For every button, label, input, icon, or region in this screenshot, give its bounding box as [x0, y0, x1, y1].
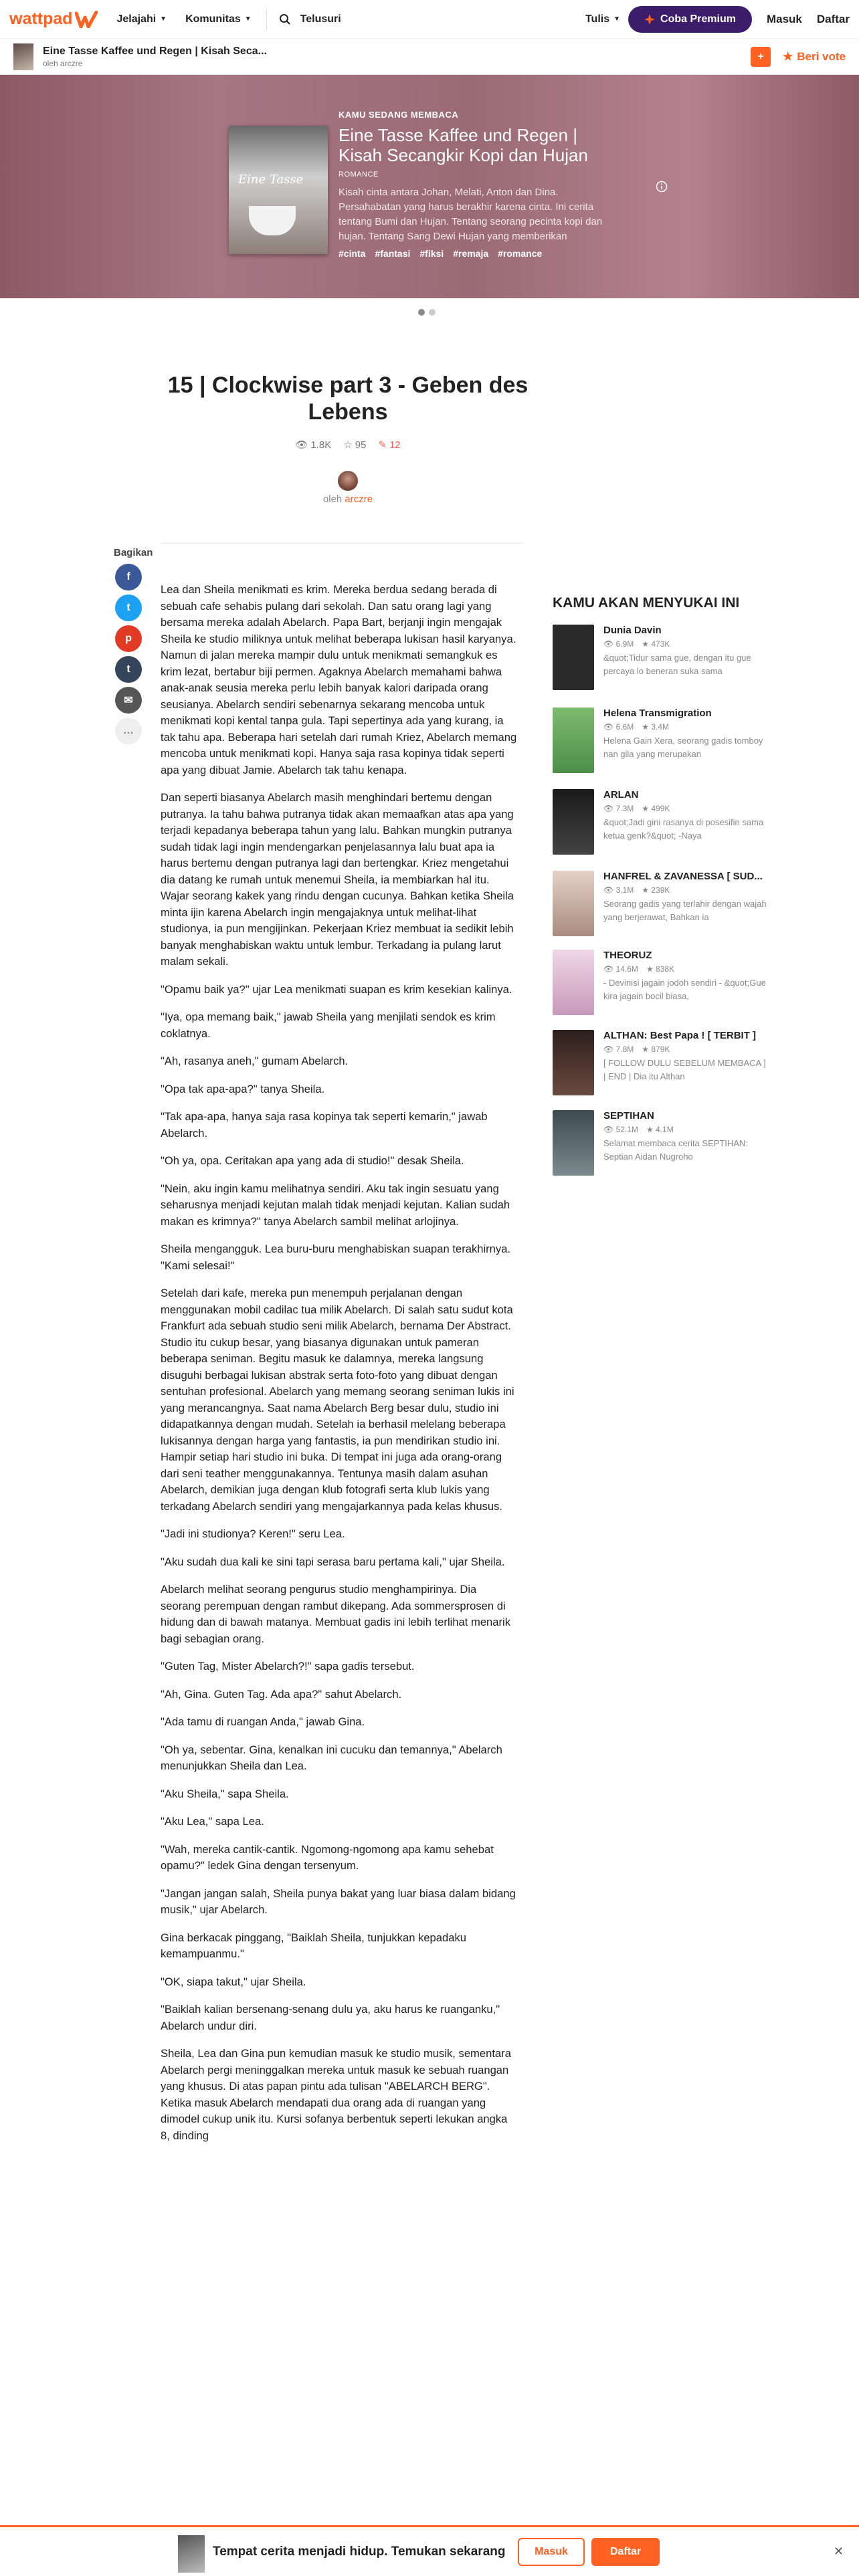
paragraph: Lea dan Sheila menikmati es krim. Mereka berdua sedang berada di sebuah cafe sehabis pulang dari sekolah. Dan satu orang lagi yang bersama mereka adalah Abelarch. Papa Bart, berjanji ingin mengajak Sheila ke studio miliknya untuk melihat beberapa lukisan hasil karyanya. Namun di jalan mereka mampir dulu untuk menikmati semangkuk es krim lezat, bertabur biji permen. Agaknya Abelarch memahami bahwa anak-anak seusia mereka perlu lebih banyak kalori daripada orang seusianya. Abelarch sendiri sebenarnya sekarang mencoba untuk menikmati kopi kental tanpa gula. Tapi sepertinya ada yang kurang, ia tak tahu apa. Beberapa hari setelah dari rumah Kriez, Abelarch memang mencoba untuk menikmati kopi. Hanya saja rasa kopinya tidak seperti apa yang dibuat Jamie. Abelarch tak tahu kenapa.	[161, 583, 517, 776]
votes-stat: ★ 473K	[642, 639, 670, 649]
recommended-title[interactable]: THEORUZ	[603, 950, 652, 961]
recommended-stats	[603, 1125, 674, 1134]
chapter-stats	[295, 439, 401, 451]
signup-bottom-bar	[0, 2525, 859, 2576]
logo-text: wattpad	[9, 9, 73, 28]
story-genre: ROMANCE	[339, 171, 379, 179]
coffee-cup-illustration	[249, 206, 296, 235]
eye-icon: 👁	[295, 439, 308, 451]
star-icon: ☆	[343, 439, 353, 451]
recommended-cover[interactable]	[553, 708, 594, 773]
header-divider	[161, 543, 522, 544]
votes-count: 4.1M	[656, 1125, 674, 1134]
chapter-title: 15 | Clockwise part 3 - Geben des Lebens	[167, 372, 529, 425]
chevron-down-icon: ▼	[160, 15, 167, 23]
paragraph: "Guten Tag, Mister Abelarch?!" sapa gadis tersebut.	[161, 1660, 415, 1673]
votes-stat: ★ 4.1M	[646, 1125, 674, 1134]
bottom-login-button[interactable]: Masuk	[518, 2538, 585, 2566]
carousel-dots	[418, 309, 436, 316]
recommended-title[interactable]: ARLAN	[603, 789, 639, 800]
paragraph: "Oh ya, opa. Ceritakan apa yang ada di studio!" desak Sheila.	[161, 1154, 464, 1167]
votes-stat: ★ 3.4M	[642, 722, 670, 732]
reads-stat: 👁 3.1M	[603, 885, 634, 895]
paragraph: "Aku sudah dua kali ke sini tapi serasa baru pertama kali," ujar Sheila.	[161, 1555, 505, 1568]
paragraph: "Iya, opa memang baik," jawab Sheila yang menjilati sendok es krim coklatnya.	[161, 1010, 496, 1040]
reads-count: 1.8K	[310, 439, 332, 451]
paragraph: Dan seperti biasanya Abelarch masih menghindari bertemu dengan putranya. Ia tahu bahwa putranya tidak akan memaafkan atas apa yang terjadi kepadanya beberapa tahun yang lalu. Bahkan mungkin putranya sudah tidak lagi ingin mendengarkan penjelasannya lalu buat apa ia harus bertemu dengan putranya lagi dan bertengkar. Kriez mengetahui dia datang ke rumah untuk menemui Sheila, ia membiarkan hal itu. Wajar seorang kakek yang rindu dengan cucunya. Bahkan ketika Sheila minta ijin karena Abelarch ingin mengajaknya untuk melihat-lihat studionya, ia pun mengijinkan. Pekerjaan Kriez membuat ia sedikit lebih banyak menghabiskan waktu untuk lembur. Terkadang ia pulang larut malam sekali.	[161, 791, 514, 968]
chapter-text	[161, 582, 518, 2155]
recommended-cover[interactable]	[553, 1030, 594, 1095]
story-cover[interactable]	[229, 126, 328, 254]
recommended-story[interactable]	[553, 871, 767, 938]
paragraph: "Aku Sheila," sapa Sheila.	[161, 1787, 289, 1800]
reads-count: 6.9M	[615, 639, 634, 649]
recommended-story[interactable]	[553, 1110, 767, 1177]
bottom-bar-cover	[178, 2535, 205, 2573]
reading-label: KAMU SEDANG MEMBACA	[339, 110, 459, 120]
recommended-story[interactable]	[553, 950, 767, 1016]
story-hero-banner	[0, 75, 859, 298]
votes-count: 95	[355, 439, 367, 451]
reads-stat: 👁 52.1M	[603, 1125, 638, 1134]
ellipsis-icon: …	[123, 725, 134, 736]
votes-stat	[343, 439, 366, 451]
write-menu[interactable]	[585, 13, 620, 25]
story-bar	[0, 39, 859, 75]
paragraph: "Ah, rasanya aneh," gumam Abelarch.	[161, 1055, 349, 1067]
tag-link[interactable]: #romance	[498, 248, 543, 259]
votes-count: 239K	[651, 885, 670, 895]
recommendations-heading: KAMU AKAN MENYUKAI INI	[553, 595, 740, 611]
paragraph: "OK, siapa takut," ujar Sheila.	[161, 1975, 306, 1988]
top-navigation	[0, 0, 859, 39]
reads-count: 3.1M	[615, 885, 634, 895]
reads-count: 7.3M	[615, 804, 634, 813]
nav-divider	[266, 9, 267, 30]
story-bar-author[interactable]: oleh arczre	[43, 58, 83, 68]
recommended-title[interactable]: Dunia Davin	[603, 625, 662, 636]
recommended-title[interactable]: HANFREL & ZAVANESSA [ SUD...	[603, 871, 763, 882]
tumblr-icon: t	[126, 663, 130, 675]
paragraph: "Oh ya, sebentar. Gina, kenalkan ini cucuku dan temannya," Abelarch menunjukkan Sheila dan Lea.	[161, 1743, 502, 1772]
recommended-story[interactable]	[553, 789, 767, 856]
premium-button[interactable]	[628, 6, 752, 33]
search-placeholder: Telusuri	[300, 13, 341, 25]
bottom-register-button[interactable]: Daftar	[591, 2538, 660, 2566]
paragraph: Setelah dari kafe, mereka pun menempuh perjalanan dengan menggunakan mobil cadilac tua milik Abelarch. Di salah satu sudut kota Frankfurt ada sebuah studio seni milik Abelarch, bernama Der Abstract. Studio itu cukup besar, yang biasanya digunakan untuk pameran beberapa seniman. Begitu masuk ke dalamnya, mereka langsung disuguhi berbagai lukisan abstrak serta foto-foto yang dibuat dengan sentuhan profesional. Abelarch yang memang seorang seniman lukis ini yang merancangnya. Saat nama Abelarch Berg besar dulu, studio ini didapatkannya dengan mudah. Setelah ia berhasil melelang beberapa lukisannya dengan harga yang fantastis, ia pun mendirikan studio ini. Hampir setiap hari studio ini buka. Di tempat ini juga ada orang-orang dari seni teather menggunakannya. Tentunya masih dalam asuhan Abelarch, demikian juga dengan klub fotografi serta klub lukis yang terkadang Abelarch sendiri yang mengajarkannya pada kelas khusus.	[161, 1287, 514, 1513]
chevron-down-icon: ▼	[244, 15, 252, 23]
reads-stat: 👁 7.3M	[603, 804, 634, 813]
recommendations-sidebar	[553, 595, 767, 1162]
paragraph: Sheila, Lea dan Gina pun kemudian masuk ke studio musik, sementara Abelarch pergi meninggalkan mereka untuk masuk ke sebuah ruangan yang khusus. Di atas papan pintu ada tulisan "ABELARCH BERG". Ketika masuk Abelarch mendapati dua orang ada di ruangan yang dimodel cukup unik itu. Kursi sofanya berbentuk seperti lekukan angka 8, dinding	[161, 2047, 511, 2142]
facebook-icon: f	[126, 571, 130, 582]
recommended-story[interactable]	[553, 1030, 767, 1097]
register-link[interactable]: Daftar	[816, 12, 850, 25]
recommended-title[interactable]: SEPTIHAN	[603, 1110, 654, 1121]
tag-link[interactable]: #cinta	[339, 248, 366, 259]
paragraph: "Nein, aku ingin kamu melihatnya sendiri. Aku tak ingin sesuatu yang seharusnya menjadi kejutan malah tidak menjadi kejutan. Kalian sudah makan es krimnya?" tanya Abelarch sambil melihat arlojinya.	[161, 1182, 510, 1228]
vote-button[interactable]	[783, 50, 846, 64]
recommended-cover[interactable]	[553, 871, 594, 936]
reads-count: 14.6M	[615, 964, 638, 974]
recommended-stats	[603, 1045, 670, 1054]
paragraph: Gina berkacak pinggang, "Baiklah Sheila, tunjukkan kepadaku kemampuanmu."	[161, 1931, 466, 1960]
share-label: Bagikan	[114, 547, 153, 558]
recommended-title[interactable]: ALTHAN: Best Papa ! [ TERBIT ]	[603, 1030, 757, 1041]
reads-count: 7.8M	[615, 1045, 634, 1054]
recommended-stats	[603, 722, 669, 732]
chevron-down-icon: ▼	[613, 15, 621, 23]
recommended-stats	[603, 639, 670, 649]
votes-stat: ★ 239K	[642, 885, 670, 895]
close-icon[interactable]: ✕	[834, 2545, 844, 2558]
votes-count: 879K	[651, 1045, 670, 1054]
pinterest-share-button[interactable]	[115, 625, 142, 652]
paragraph: "Baiklah kalian bersenang-senang dulu ya, aku harus ke ruanganku," Abelarch undur diri.	[161, 2003, 500, 2032]
carousel-dot[interactable]	[418, 309, 425, 316]
recommended-description: Helena Gain Xera, seorang gadis tomboy nan gila yang merupakan	[603, 736, 763, 759]
paragraph: "Ada tamu di ruangan Anda," jawab Gina.	[161, 1715, 365, 1728]
reads-stat: 👁 6.6M	[603, 722, 634, 732]
premium-sparkle-icon	[644, 14, 655, 25]
carousel-dot[interactable]	[429, 309, 436, 316]
vote-label: Beri vote	[797, 49, 846, 63]
reads-stat: 👁 6.9M	[603, 639, 634, 649]
story-bar-text	[43, 45, 267, 68]
paragraph: "Tak apa-apa, hanya saja rasa kopinya tak seperti kemarin," jawab Abelarch.	[161, 1110, 488, 1140]
votes-stat: ★ 838K	[646, 964, 675, 974]
recommended-cover[interactable]	[553, 789, 594, 855]
recommended-description: &quot;Jadi gini rasanya di posesifin sama ketua genk?&quot; -Naya	[603, 817, 764, 841]
comment-icon: ✎	[378, 439, 387, 451]
recommended-cover[interactable]	[553, 950, 594, 1015]
paragraph: "Aku Lea," sapa Lea.	[161, 1815, 264, 1828]
paragraph: "Ah, Gina. Guten Tag. Ada apa?" sahut Abelarch.	[161, 1687, 402, 1701]
reads-count: 52.1M	[615, 1125, 638, 1134]
author-byline	[281, 494, 415, 505]
paragraph: "Jadi ini studionya? Keren!" seru Lea.	[161, 1527, 345, 1540]
paragraph: "Opamu baik ya?" ujar Lea menikmati suapan es krim kesekian kalinya.	[161, 982, 512, 996]
recommended-cover[interactable]	[553, 1110, 594, 1176]
recommended-description: [ FOLLOW DULU SEBELUM MEMBACA ] | END | Dia itu Althan	[603, 1058, 766, 1081]
recommended-stats	[603, 964, 674, 974]
story-tags	[339, 248, 619, 259]
write-label: Tulis	[585, 13, 610, 25]
paragraph: Sheila mengangguk. Lea buru-buru menghabiskan suapan terakhirnya. "Kami selesai!"	[161, 1243, 511, 1272]
reads-stat: 👁 7.8M	[603, 1045, 634, 1054]
by-label: oleh	[322, 494, 343, 505]
tag-link[interactable]: #fiksi	[419, 248, 444, 259]
story-description: Kisah cinta antara Johan, Melati, Anton dan Dina. Persahabatan yang harus berakhir karena cinta. Ini cerita tentang Bumi dan Hujan. Tentang seorang pecinta kopi dan hujan. Tentang Sang Dewi Hujan yang memberikan	[339, 187, 603, 242]
tumblr-share-button[interactable]	[115, 656, 142, 683]
comments-stat[interactable]	[378, 439, 400, 451]
explore-label: Jelajahi	[116, 13, 157, 25]
star-icon: ★	[783, 49, 793, 63]
search-box[interactable]	[279, 13, 341, 25]
tag-link[interactable]: #fantasi	[375, 248, 411, 259]
reads-stat	[295, 439, 331, 451]
votes-count: 473K	[651, 639, 670, 649]
more-share-button[interactable]	[115, 718, 142, 744]
story-bar-actions	[751, 47, 846, 67]
recommended-story[interactable]	[553, 625, 767, 691]
votes-stat: ★ 499K	[642, 804, 670, 813]
author-avatar[interactable]	[338, 471, 358, 491]
email-share-button[interactable]	[115, 687, 142, 714]
votes-stat: ★ 879K	[642, 1045, 670, 1054]
votes-count: 838K	[656, 964, 675, 974]
twitter-icon: t	[126, 602, 130, 613]
reads-stat: 👁 14.6M	[603, 964, 638, 974]
wattpad-logo[interactable]	[9, 9, 98, 29]
comments-count: 12	[389, 439, 401, 451]
recommended-description: &quot;Tidur sama gue, dengan itu gue percaya lo beneran suka sama	[603, 653, 751, 676]
votes-count: 3.4M	[651, 722, 670, 732]
explore-menu[interactable]	[116, 13, 167, 25]
paragraph: "Wah, mereka cantik-cantik. Ngomong-ngomong apa kamu sehebat opamu?" ledek Gina dengan tersenyum.	[161, 1842, 494, 1872]
nav-right	[585, 6, 850, 33]
recommended-story[interactable]	[553, 708, 767, 774]
email-icon: ✉	[124, 695, 133, 706]
login-link[interactable]: Masuk	[766, 12, 802, 25]
story-bar-title[interactable]: Eine Tasse Kaffee und Regen | Kisah Seca...	[43, 45, 267, 57]
reads-count: 6.6M	[615, 722, 634, 732]
recommended-description: Seorang gadis yang terlahir dengan wajah yang berjerawat, Bahkan ia	[603, 899, 767, 922]
community-label: Komunitas	[185, 13, 241, 25]
votes-count: 499K	[651, 804, 670, 813]
paragraph: Abelarch melihat seorang pengurus studio menghampirinya. Dia seorang perempuan dengan rambut dikepang. Ada sommersprosen di hidung dan di bawah matanya. Membuat gadis ini lebih terlihat menarik bagi sebagian orang.	[161, 1583, 511, 1645]
bottom-bar-text: Tempat cerita menjadi hidup. Temukan sekarang	[213, 2545, 506, 2559]
story-cover-thumbnail[interactable]	[13, 43, 33, 70]
recommended-description: - Devinisi jagain jodoh sendiri - &quot;Gue kira jagain bocil biasa,	[603, 978, 766, 1001]
add-to-library-button[interactable]: +	[751, 47, 771, 67]
hero-info	[339, 110, 619, 259]
pinterest-icon: p	[125, 633, 132, 644]
author-name-link[interactable]: arczre	[345, 494, 373, 505]
recommended-stats	[603, 804, 670, 813]
search-icon	[279, 13, 291, 25]
recommended-description: Selamat membaca cerita SEPTIHAN: Septian Aidan Nugroho	[603, 1138, 749, 1162]
facebook-share-button[interactable]	[115, 564, 142, 591]
recommended-cover[interactable]	[553, 625, 594, 690]
twitter-share-button[interactable]	[115, 595, 142, 621]
recommended-title[interactable]: Helena Transmigration	[603, 708, 712, 719]
paragraph: "Opa tak apa-apa?" tanya Sheila.	[161, 1082, 325, 1095]
recommended-stats	[603, 885, 670, 895]
info-icon[interactable]	[656, 181, 668, 193]
tag-link[interactable]: #remaja	[453, 248, 489, 259]
story-title[interactable]: Eine Tasse Kaffee und Regen | Kisah Secangkir Kopi dan Hujan	[339, 125, 588, 165]
wattpad-w-icon	[75, 11, 98, 28]
premium-label: Coba Premium	[660, 13, 736, 25]
paragraph: "Jangan jangan salah, Sheila punya bakat yang luar biasa dalam bidang musik," ujar Abelarch.	[161, 1887, 516, 1916]
cover-text: Eine Tasse	[238, 173, 304, 187]
community-menu[interactable]	[185, 13, 252, 25]
